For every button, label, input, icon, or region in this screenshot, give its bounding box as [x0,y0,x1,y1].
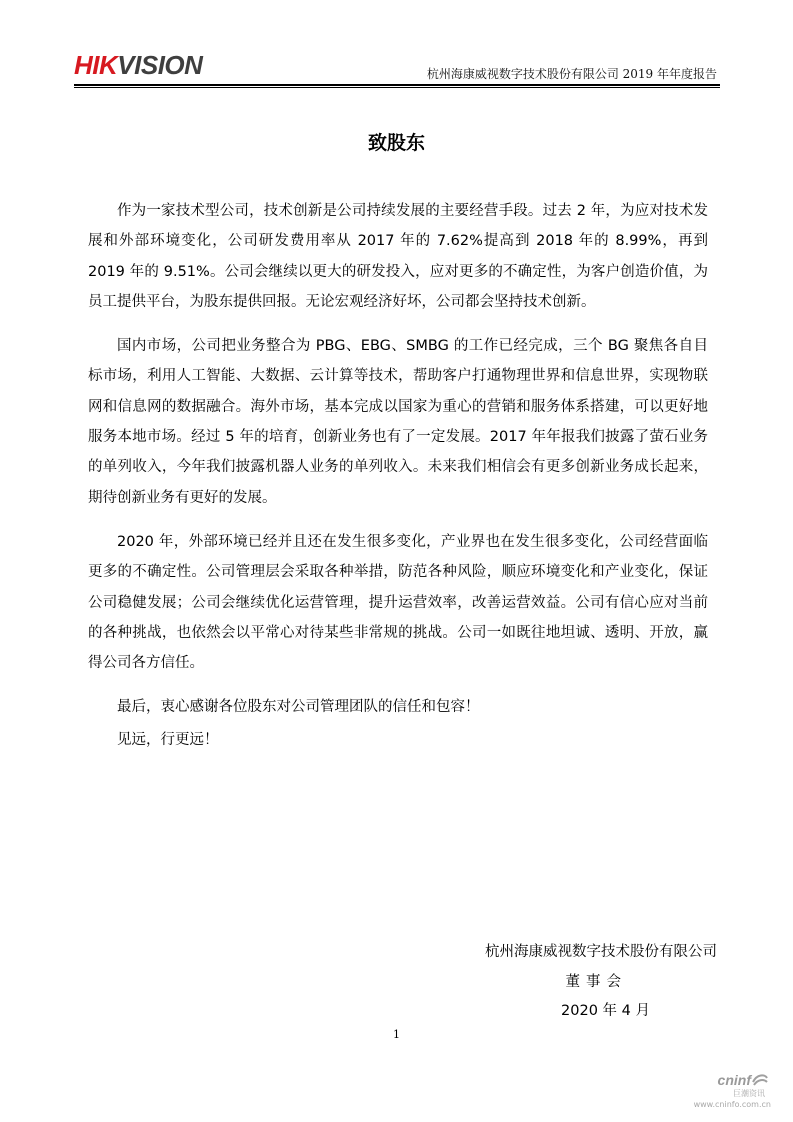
signature-date: 2020 年 4 月 [561,1003,650,1019]
paragraph-outlook: 2020 年，外部环境已经并且还在发生很多变化，产业界也在发生很多变化，公司经营面临更多的不确定性。公司管理层会采取各种举措，防范各种风险，顺应环境变化和产业变化，保证公司稳健发展；公司会继续优化运营管理，提升运营效率，改善运营效益。公司有信心应对当前的各种挑战，也依然会以平常心对待某些非常规的挑战。公司一如既往地坦诚、透明、开放，赢得公司各方信任。 [88,533,708,672]
header-rule-thin [74,87,720,88]
report-title: 杭州海康威视数字技术股份有限公司 2019 年年度报告 [426,67,717,81]
header-rule [74,84,720,86]
page-title: 致股东 [367,132,425,154]
cninfo-swirl-icon [751,1072,769,1088]
paragraph-market: 国内市场，公司把业务整合为 PBG、EBG、SMBG 的工作已经完成，三个 BG 聚焦各自目标市场，利用人工智能、大数据、云计算等技术，帮助客户打通物理世界和信息世界，实现物联网和信息网的数据融合。海外市场，基本完成以国家为重心的营销和服务体系搭建，可以更好地服务本地市场。经过 5 年的培育，创新业务也有了一定发展。2017 年年报我们披露了萤石业务的单列收入，今年我们披露机器人业务的单列收入。未来我们相信会有更多创新业务成长起来，期待创新业务有更好的发展。 [88,338,708,506]
paragraph-thanks: 最后，衷心感谢各位股东对公司管理团队的信任和包容！ [117,699,480,716]
letter-body [88,196,708,769]
page-number: 1 [393,1028,400,1041]
hikvision-logo: HIKVISION [74,50,203,80]
page-header [0,0,793,90]
signature-board: 董事会 [565,974,627,990]
cninfo-watermark [685,1072,775,1112]
cninfo-logo: cninf [717,1072,751,1088]
signature-company: 杭州海康威视数字技术股份有限公司 [485,944,717,960]
cninfo-url: www.cninfo.com.cn [693,1100,771,1109]
paragraph-rd: 作为一家技术型公司，技术创新是公司持续发展的主要经营手段。过去 2 年，为应对技术发展和外部环境变化，公司研发费用率从 2017 年的 7.62%提高到 2018 年的 8.99%，再到 2019 年的 9.51%。公司会继续以更大的研发投入，应对更多的不确定性，为客户创造价值，为员工提供平台，为股东提供回报。无论宏观经济好坏，公司都会坚持技术创新。 [88,203,708,310]
cninfo-name: 巨潮资讯 [733,1089,765,1098]
paragraph-motto: 见远，行更远！ [117,731,219,748]
